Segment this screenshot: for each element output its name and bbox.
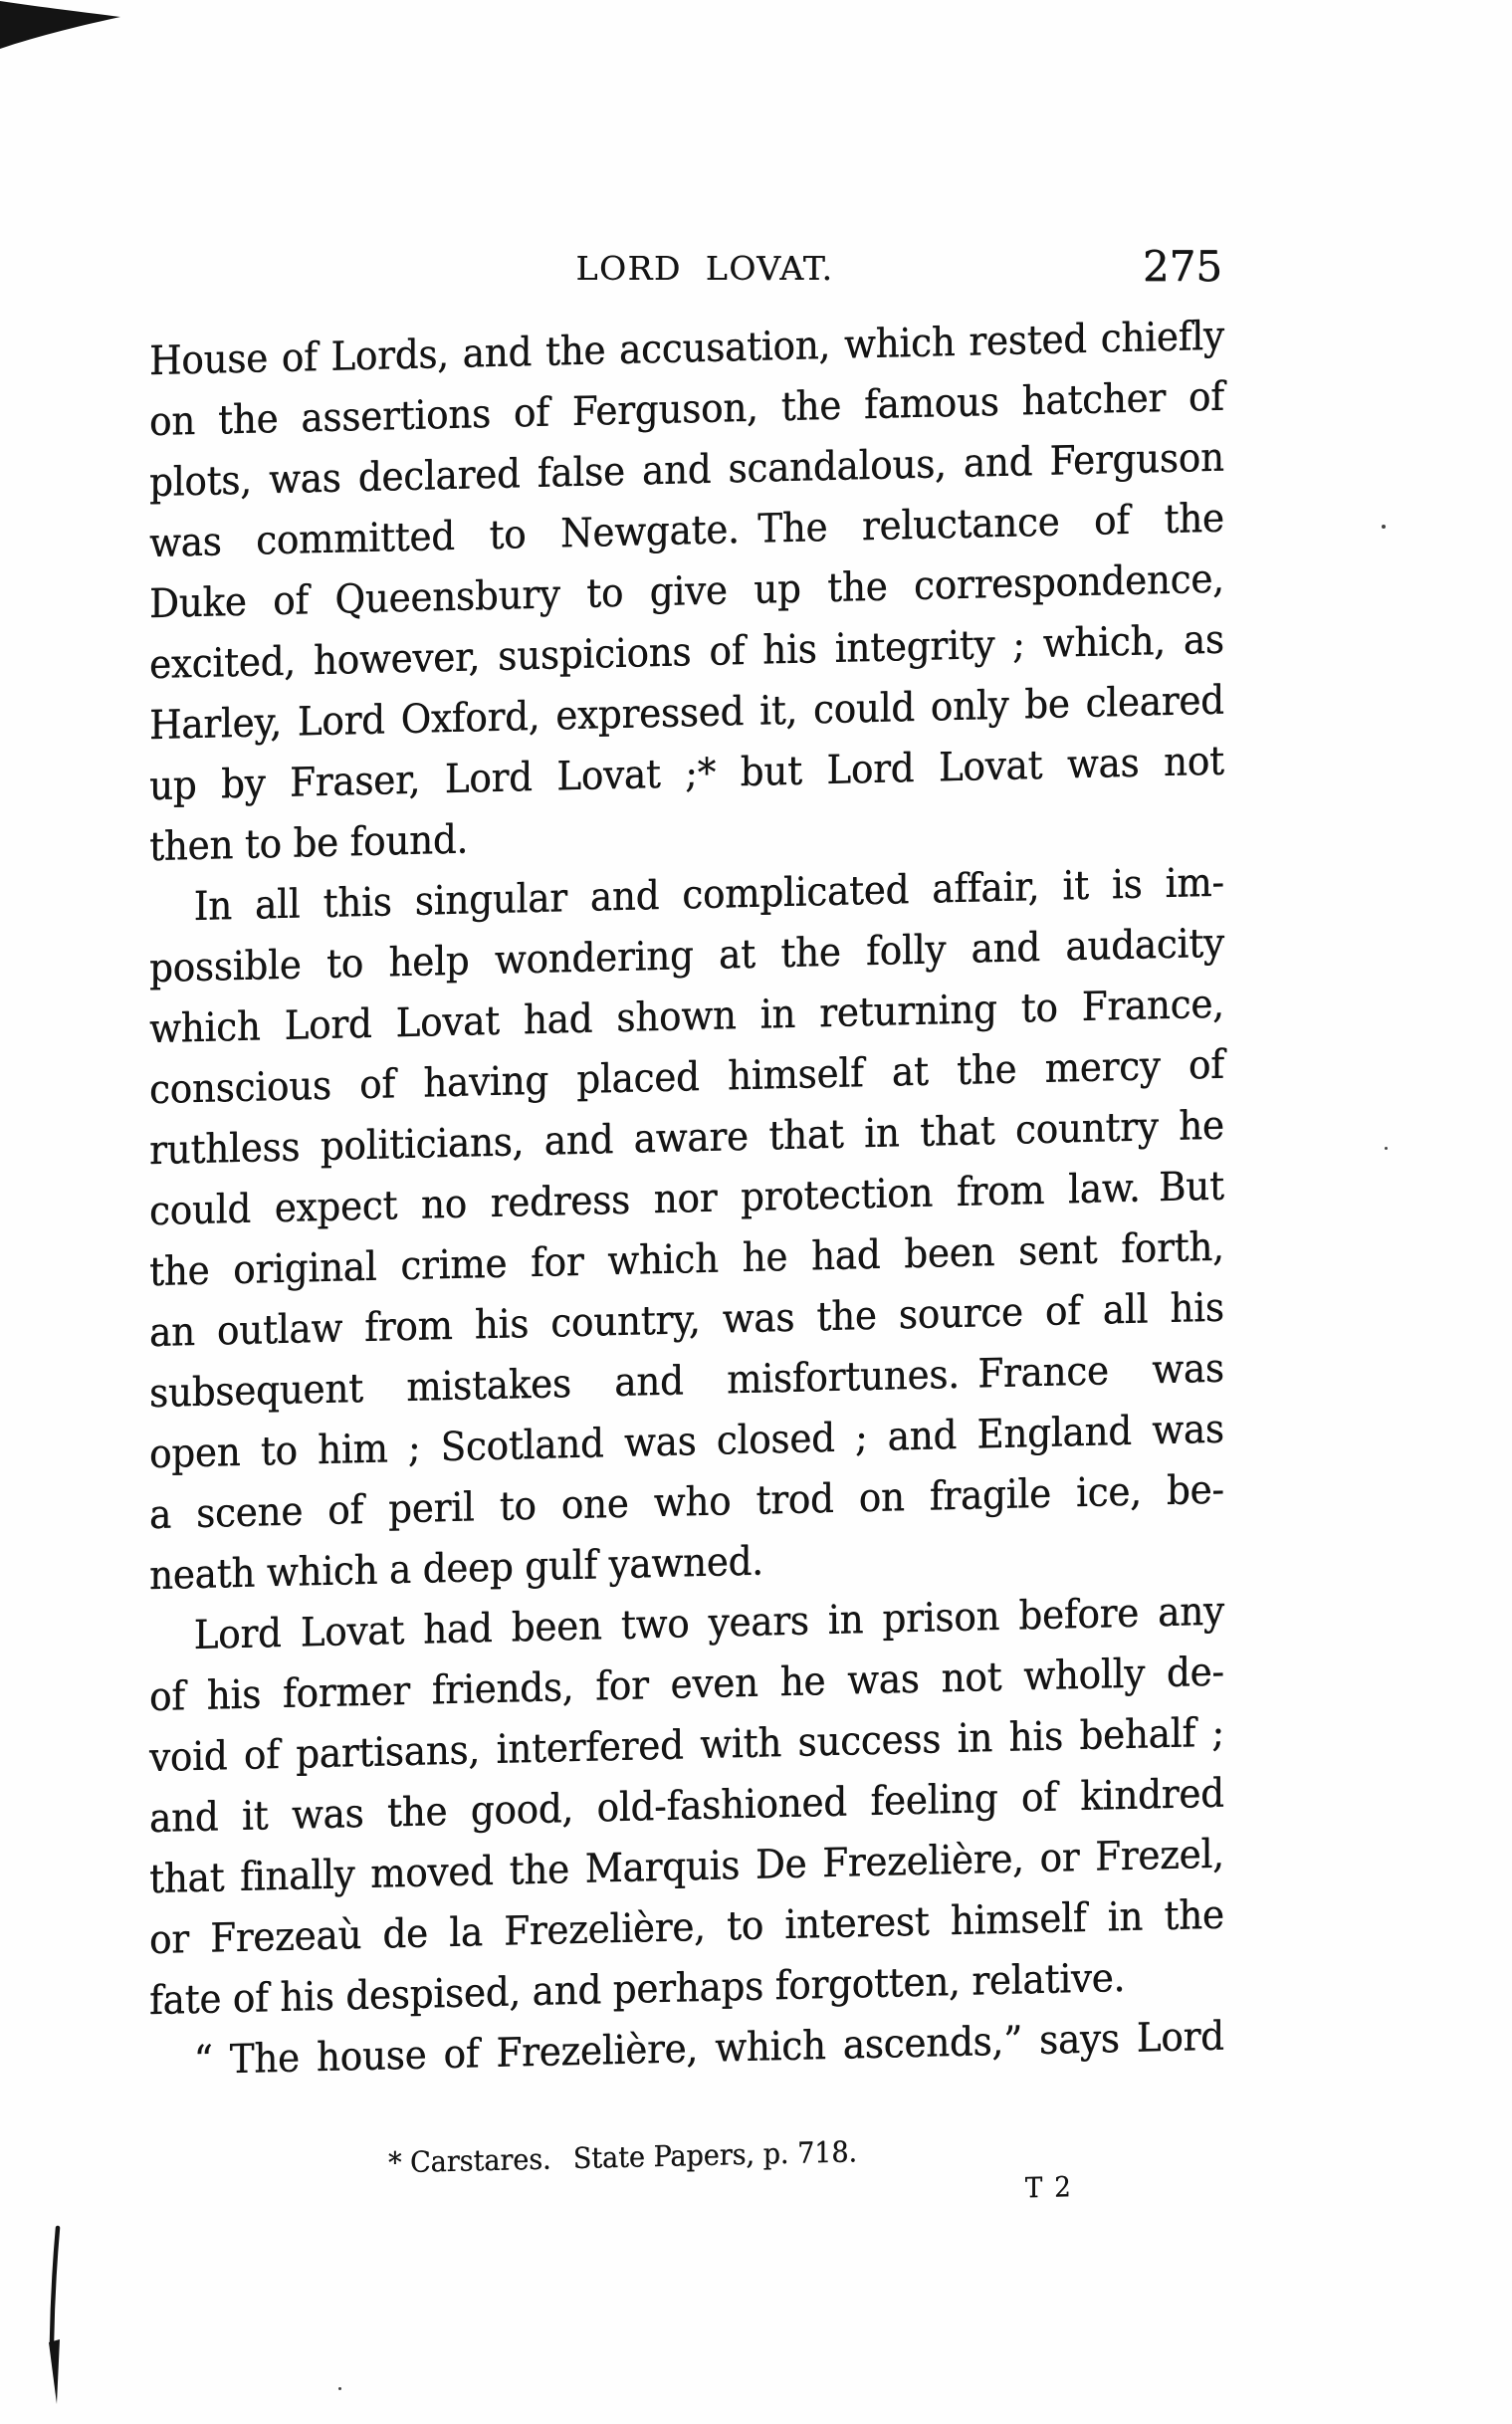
text-line: subsequent mistakes and misfortunes. France was — [149, 1345, 1224, 1417]
page-number: 275 — [1142, 242, 1222, 291]
text-line: up by Fraser, Lord Lovat ;* but Lord Lovat was not — [149, 738, 1224, 809]
text-line: the original crime for which he had been sent forth, — [149, 1223, 1224, 1295]
text-line: of his former friends, for even he was not wholly de- — [149, 1649, 1224, 1720]
text-line: conscious of having placed himself at the mercy of — [149, 1041, 1224, 1113]
scan-artifact-top-left — [0, 0, 129, 56]
text-line: an outlaw from his country, was the source of all his — [149, 1284, 1224, 1356]
scan-speck — [1382, 525, 1386, 529]
text-line: on the assertions of Ferguson, the famous hatcher of — [149, 373, 1224, 445]
text-line: then to be found. — [149, 816, 469, 870]
text-line: House of Lords, and the accusation, which rested chiefly — [149, 313, 1224, 384]
text-line: fate of his despised, and perhaps forgotten, relative. — [149, 1954, 1126, 2024]
text-line: ruthless politicians, and aware that in that country he — [149, 1102, 1224, 1174]
text-line: that finally moved the Marquis De Frezelière, or Frezel, — [149, 1831, 1224, 1902]
page-text — [149, 307, 1224, 2093]
text-line: possible to help wondering at the folly and audacity — [149, 920, 1224, 992]
text-line: and it was the good, old-fashioned feeling of kindred — [149, 1770, 1224, 1842]
text-line: could expect no redress nor protection from law. But — [149, 1163, 1224, 1234]
signature-mark: T 2 — [1024, 2170, 1073, 2205]
running-header — [149, 0, 1224, 319]
text-line: Harley, Lord Oxford, expressed it, could only be cleared — [149, 677, 1224, 749]
text-line: plots, was declared false and scandalous, and Ferguson — [149, 434, 1224, 506]
footnote: * Carstares. State Papers, p. 718. — [387, 2134, 858, 2180]
text-line: a scene of peril to one who trod on fragile ice, be- — [149, 1466, 1224, 1538]
text-line: or Frezeaù de la Frezelière, to interest himself in the — [149, 1891, 1224, 1963]
text-line: Duke of Queensbury to give up the correspondence, — [149, 555, 1224, 627]
text-line: neath which a deep gulf yawned. — [149, 1538, 763, 1599]
text-line: open to him ; Scotland was closed ; and England was — [149, 1406, 1224, 1477]
text-line: was committed to Newgate. The reluctance of the — [149, 495, 1224, 566]
text-line: which Lord Lovat had shown in returning to France, — [149, 981, 1224, 1052]
page-text-block — [149, 307, 1224, 2224]
scan-speck — [338, 2387, 341, 2390]
page-header-title: LORD LOVAT. — [575, 249, 834, 288]
text-line: Lord Lovat had been two years in prison before any — [193, 1588, 1224, 1658]
text-line: “ The house of Frezelière, which ascends,” says Lord — [193, 2013, 1224, 2084]
scan-artifact-bottom-left — [30, 2215, 90, 2414]
text-line: In all this singular and complicated affair, it is im- — [193, 859, 1224, 930]
text-line: void of partisans, interfered with success in his behalf ; — [149, 1709, 1224, 1781]
scan-speck — [1385, 1147, 1388, 1150]
text-line: excited, however, suspicions of his integrity ; which, as — [149, 616, 1224, 688]
